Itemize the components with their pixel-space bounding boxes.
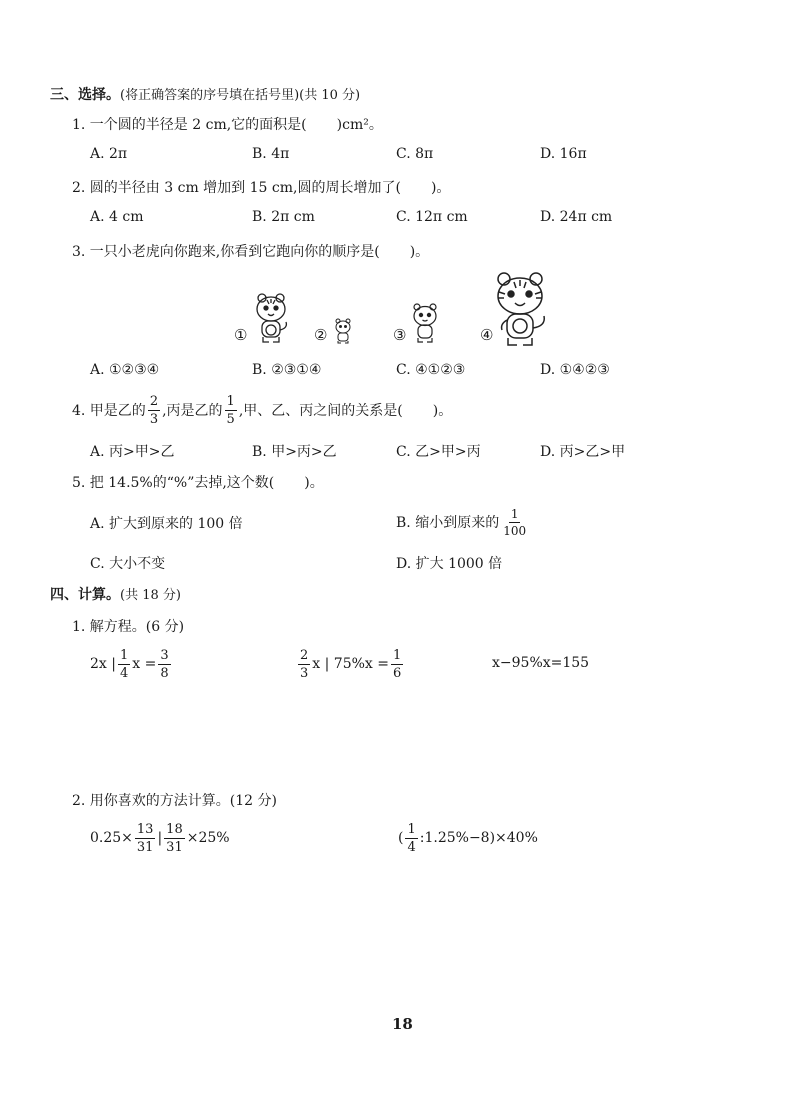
q2-option-d: D. 24π cm [540,209,613,225]
picture-label-3: ③ [393,326,407,344]
expression-1-part-b: | [157,830,163,846]
fraction-numerator: 3 [160,647,169,663]
tiger-picture-3 [408,302,442,344]
question-5-stem: 5. 把 14.5%的“%”去掉,这个数( [72,475,275,491]
fraction-denominator: 6 [393,665,402,681]
fraction-numerator: 1 [407,821,416,837]
question-1-tail: )cm²。 [336,117,383,133]
section-4-heading [50,584,181,604]
question-1 [72,114,383,134]
equation-1-part-b: x = [132,656,157,672]
fraction-one-hundredth [501,508,528,537]
tiger-picture-1 [250,292,292,344]
fraction-denominator: 31 [136,839,154,855]
question-5 [72,472,324,492]
fraction-numerator: 18 [166,821,183,837]
question-1-stem: 1. 一个圆的半径是 2 cm,它的面积是( [72,117,307,133]
expression-1 [90,818,230,858]
equation-1-part-a: 2x | [90,656,116,672]
fraction-denominator: 4 [119,665,129,681]
equation-1 [90,644,173,684]
q4-option-c: C. 乙>甲>丙 [396,444,481,460]
q3-option-c: C. ④①②③ [396,362,466,378]
fraction-two-thirds [298,649,310,680]
fraction-numerator: 1 [119,647,129,663]
q4-option-d: D. 丙>乙>甲 [540,444,626,460]
question-2-tail: )。 [430,180,451,196]
fraction-denominator: 3 [149,411,159,427]
equation-2-part-a: x | 75%x = [312,656,389,672]
fraction-denominator: 4 [407,839,416,855]
q2-option-a: A. 4 cm [90,209,144,225]
question-4-tail: )。 [432,403,453,419]
question-3 [72,241,429,261]
expression-2-part-a: ( [398,830,404,846]
fraction-one-quarter [118,649,130,680]
question-2 [72,177,450,197]
fraction-numerator: 1 [226,393,235,409]
q5-option-d: D. 扩大 1000 倍 [396,556,503,572]
question-2-stem: 2. 圆的半径由 3 cm 增加到 15 cm,圆的周长增加了( [72,180,401,196]
q5-option-b [396,502,530,542]
fraction-denominator: 31 [166,839,183,855]
q4-option-a: A. 丙>甲>乙 [90,444,175,460]
fraction-one-sixth [391,649,403,680]
fraction-two-thirds [148,395,160,426]
fraction-denominator: 3 [300,665,309,681]
fraction-one-quarter [405,823,417,854]
fraction-numerator: 13 [136,821,154,837]
expression-1-part-a: 0.25× [90,830,133,846]
q5-option-c: C. 大小不变 [90,556,166,572]
question-4-suffix: ,甲、乙、丙之间的关系是( [238,403,403,419]
fraction-numerator: 2 [149,393,159,409]
question-3-stem: 3. 一只小老虎向你跑来,你看到它跑向你的顺序是( [72,244,380,260]
question-5-tail: )。 [304,475,324,491]
q3-option-b: B. ②③①④ [252,362,322,378]
section-4-title: 四、计算。 [50,587,120,603]
picture-label-2: ② [314,326,328,344]
fraction-numerator: 1 [393,647,402,663]
q3-option-a: A. ①②③④ [90,362,160,378]
fraction-numerator: 2 [300,647,309,663]
q1-option-c: C. 8π [396,146,434,162]
calc-2-stem: 2. 用你喜欢的方法计算。(12 分) [72,793,277,809]
q4-option-b: B. 甲>丙>乙 [252,444,337,460]
fraction-thirteen-over-thirty-one [135,823,156,854]
fraction-eighteen-over-thirty-one [164,823,185,854]
tiger-picture-2 [332,318,354,344]
q1-option-d: D. 16π [540,146,587,162]
fraction-one-fifth [225,395,237,426]
expression-1-part-c: ×25% [186,830,230,846]
question-3-tail: )。 [409,244,430,260]
equation-2 [296,644,405,684]
question-4-middle: ,丙是乙的 [162,403,223,419]
q5-option-a: A. 扩大到原来的 100 倍 [90,516,243,532]
q5-option-b-text: B. 缩小到原来的 [396,515,500,531]
picture-label-4: ④ [480,326,494,344]
q3-option-d: D. ①④②③ [540,362,610,378]
page-number: 18 [392,1015,413,1033]
section-4-note: (共 18 分) [120,588,181,603]
fraction-denominator: 8 [160,665,169,681]
q1-option-b: B. 4π [252,146,290,162]
fraction-denominator: 100 [503,523,527,538]
equation-3: x−95%x=155 [492,655,590,671]
question-4 [72,390,452,430]
question-4-prefix: 4. 甲是乙的 [72,403,146,419]
calc-1-stem: 1. 解方程。(6 分) [72,619,185,635]
fraction-numerator: 1 [510,506,519,521]
expression-2 [398,818,538,858]
fraction-denominator: 5 [226,411,235,427]
q2-option-b: B. 2π cm [252,209,315,225]
expression-2-part-b: :1.25%−8)×40% [419,830,538,846]
section-3-title: 三、选择。 [50,87,120,103]
q2-option-c: C. 12π cm [396,209,468,225]
tiger-picture-4 [488,270,552,348]
section-3-heading [50,84,360,104]
picture-label-1: ① [234,326,248,344]
fraction-three-eighths [158,649,170,680]
section-3-note: (将正确答案的序号填在括号里)(共 10 分) [120,88,361,103]
q1-option-a: A. 2π [90,146,128,162]
